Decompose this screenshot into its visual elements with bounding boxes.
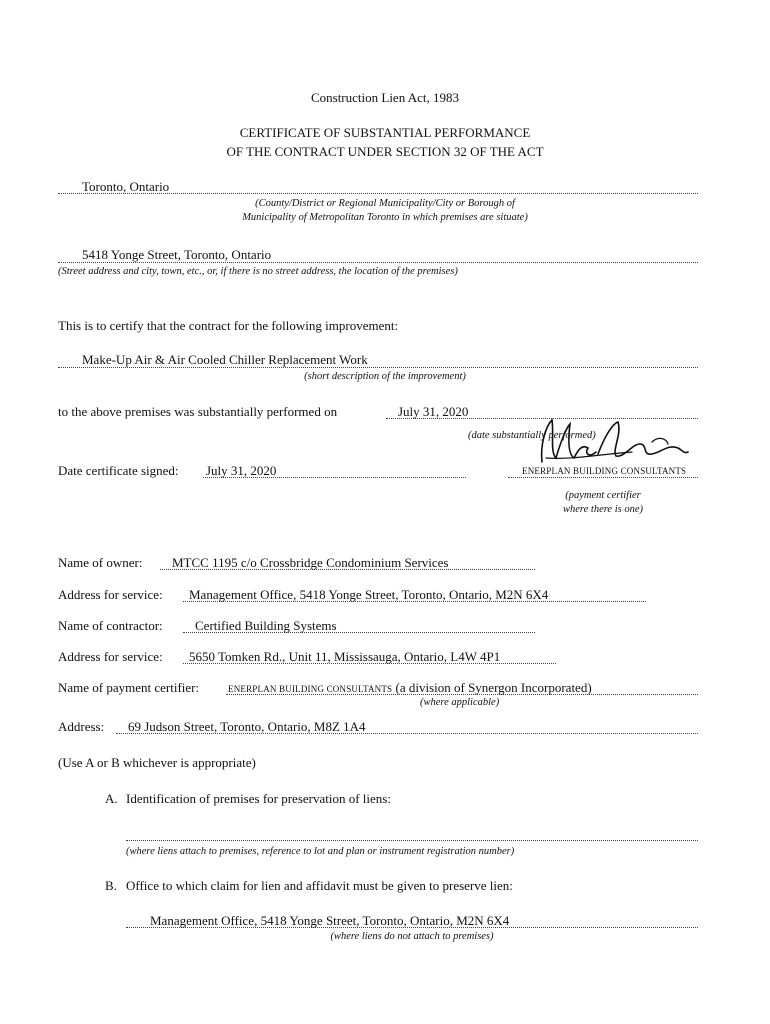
municipality-caption-2: Municipality of Metropolitan Toronto in which premises are situate) [242,212,528,223]
certificate-title-line2: OF THE CONTRACT UNDER SECTION 32 OF THE ACT [226,144,544,159]
option-b-marker: B. [105,878,117,893]
certifier-signature-name: ENERPLAN BUILDING CONSULTANTS [522,466,687,476]
use-note: (Use A or B whichever is appropriate) [58,755,256,770]
owner-address-label: Address for service: [58,587,163,602]
certifier-signature-line [508,477,698,478]
owner-address-value: Management Office, 5418 Yonge Street, Toronto, Ontario, M2N 6X4 [189,587,549,602]
payment-certifier-caption: (where applicable) [420,697,500,708]
contractor-address-label: Address for service: [58,649,163,664]
payment-certifier-label: Name of payment certifier: [58,680,200,695]
contractor-value: Certified Building Systems [195,618,337,633]
owner-value: MTCC 1195 c/o Crossbridge Condominium Services [172,555,449,570]
owner-label: Name of owner: [58,555,143,570]
performed-label: to the above premises was substantially performed on [58,404,338,419]
performed-date: July 31, 2020 [398,404,469,419]
option-a-label: Identification of premises for preservation of liens: [126,791,391,806]
signed-date: July 31, 2020 [206,463,277,478]
signature-image [512,414,692,474]
municipality-value: Toronto, Ontario [82,179,170,194]
payment-certifier-suffix: (a division of Synergon Incorporated) [395,680,592,695]
option-b-value: Management Office, 5418 Yonge Street, Toronto, Ontario, M2N 6X4 [150,913,510,928]
option-a-line [126,840,698,841]
option-a-caption: (where liens attach to premises, reference to lot and plan or instrument registration number) [126,846,515,857]
option-b-caption: (where liens do not attach to premises) [330,931,494,942]
premises-address-value: 5418 Yonge Street, Toronto, Ontario [82,247,272,262]
certifier-caption-1: (payment certifier [565,490,641,501]
option-b-label: Office to which claim for lien and affidavit must be given to preserve lien: [126,878,513,893]
certifier-caption-2: where there is one) [563,504,643,515]
performed-caption: (date substantially performed) [468,430,596,441]
premises-address-caption: (Street address and city, town, etc., or, if there is no street address, the location of the premises) [58,266,458,277]
payment-certifier-value [228,680,592,696]
certifier-address-label: Address: [58,719,105,734]
contractor-address-value: 5650 Tomken Rd., Unit 11, Mississauga, Ontario, L4W 4P1 [189,649,501,664]
improvement-caption: (short description of the improvement) [304,371,466,382]
certify-intro: This is to certify that the contract for the following improvement: [58,318,399,333]
option-a-marker: A. [105,791,118,806]
municipality-caption-1: (County/District or Regional Municipality/City or Borough of [255,198,515,209]
certificate-title-line1: CERTIFICATE OF SUBSTANTIAL PERFORMANCE [239,125,531,140]
payment-certifier-name: ENERPLAN BUILDING CONSULTANTS [228,684,393,694]
improvement-value: Make-Up Air & Air Cooled Chiller Replacement Work [82,352,368,367]
contractor-label: Name of contractor: [58,618,163,633]
certifier-address-value: 69 Judson Street, Toronto, Ontario, M8Z 1A4 [128,719,366,734]
signed-label: Date certificate signed: [58,463,179,478]
act-title: Construction Lien Act, 1983 [310,90,460,105]
